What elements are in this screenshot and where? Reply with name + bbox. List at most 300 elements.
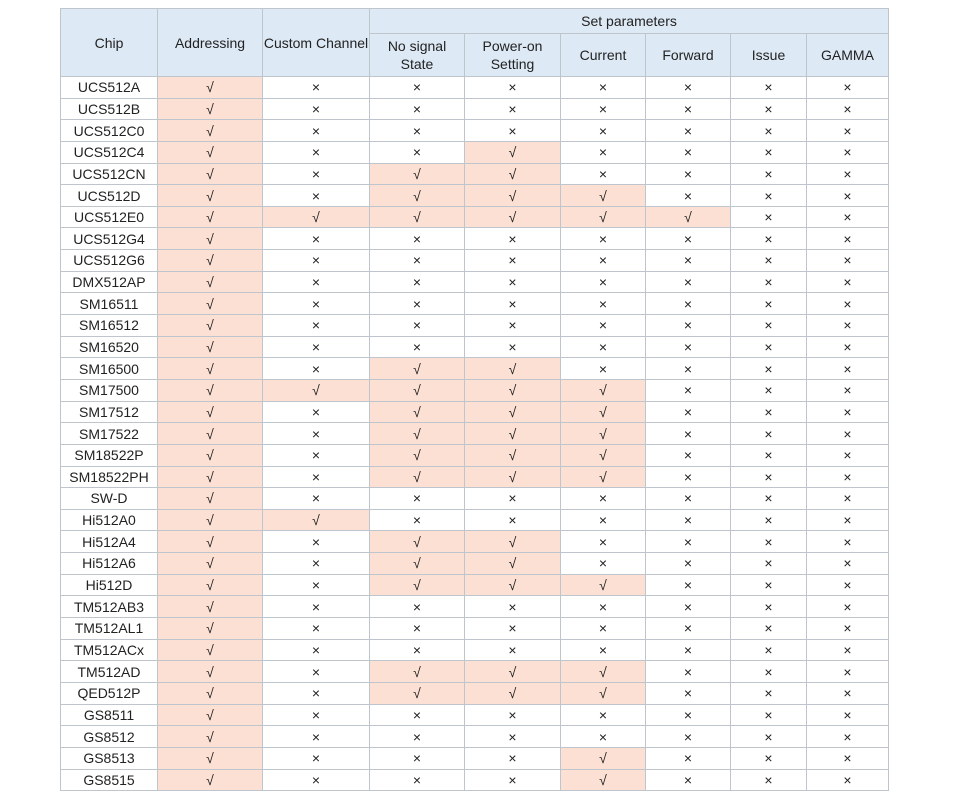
cell-current-unsupported: ×: [561, 228, 646, 250]
cell-power-on-setting-unsupported: ×: [465, 488, 561, 510]
cell-gamma-unsupported: ×: [807, 98, 889, 120]
cell-addressing-supported: √: [158, 98, 263, 120]
cell-forward-unsupported: ×: [646, 228, 731, 250]
cell-forward-unsupported: ×: [646, 98, 731, 120]
table-row: [61, 401, 889, 423]
cell-gamma-unsupported: ×: [807, 466, 889, 488]
cell-no-signal-state-unsupported: ×: [370, 271, 465, 293]
chip-name-cell: UCS512D: [61, 185, 158, 207]
cell-current-unsupported: ×: [561, 553, 646, 575]
cell-current-unsupported: ×: [561, 336, 646, 358]
header-addressing: Addressing: [158, 9, 263, 77]
cell-addressing-supported: √: [158, 423, 263, 445]
cell-forward-unsupported: ×: [646, 163, 731, 185]
cell-current-unsupported: ×: [561, 596, 646, 618]
cell-custom-channel-unsupported: ×: [263, 141, 370, 163]
cell-forward-unsupported: ×: [646, 466, 731, 488]
cell-no-signal-state-unsupported: ×: [370, 639, 465, 661]
cell-forward-unsupported: ×: [646, 661, 731, 683]
cell-power-on-setting-unsupported: ×: [465, 618, 561, 640]
cell-no-signal-state-unsupported: ×: [370, 315, 465, 337]
cell-custom-channel-unsupported: ×: [263, 401, 370, 423]
cell-current-supported: √: [561, 444, 646, 466]
chip-name-cell: SM16500: [61, 358, 158, 380]
cell-gamma-unsupported: ×: [807, 704, 889, 726]
cell-custom-channel-unsupported: ×: [263, 661, 370, 683]
chip-name-cell: SM17500: [61, 379, 158, 401]
cell-custom-channel-unsupported: ×: [263, 704, 370, 726]
table-row: [61, 206, 889, 228]
cell-gamma-unsupported: ×: [807, 726, 889, 748]
cell-gamma-unsupported: ×: [807, 401, 889, 423]
cell-custom-channel-unsupported: ×: [263, 163, 370, 185]
cell-power-on-setting-unsupported: ×: [465, 509, 561, 531]
cell-no-signal-state-unsupported: ×: [370, 98, 465, 120]
cell-gamma-unsupported: ×: [807, 358, 889, 380]
cell-power-on-setting-unsupported: ×: [465, 315, 561, 337]
cell-custom-channel-unsupported: ×: [263, 444, 370, 466]
cell-addressing-supported: √: [158, 509, 263, 531]
chip-name-cell: SM17512: [61, 401, 158, 423]
cell-power-on-setting-unsupported: ×: [465, 596, 561, 618]
cell-gamma-unsupported: ×: [807, 250, 889, 272]
cell-no-signal-state-supported: √: [370, 163, 465, 185]
cell-current-supported: √: [561, 769, 646, 791]
cell-custom-channel-unsupported: ×: [263, 271, 370, 293]
cell-addressing-supported: √: [158, 661, 263, 683]
cell-current-unsupported: ×: [561, 639, 646, 661]
cell-gamma-unsupported: ×: [807, 639, 889, 661]
cell-issue-unsupported: ×: [731, 271, 807, 293]
cell-gamma-unsupported: ×: [807, 553, 889, 575]
cell-forward-unsupported: ×: [646, 704, 731, 726]
cell-current-supported: √: [561, 206, 646, 228]
cell-issue-unsupported: ×: [731, 206, 807, 228]
cell-power-on-setting-supported: √: [465, 553, 561, 575]
cell-forward-unsupported: ×: [646, 596, 731, 618]
cell-current-unsupported: ×: [561, 315, 646, 337]
cell-current-unsupported: ×: [561, 163, 646, 185]
chip-name-cell: Hi512A4: [61, 531, 158, 553]
chip-name-cell: TM512ACx: [61, 639, 158, 661]
cell-power-on-setting-supported: √: [465, 682, 561, 704]
cell-current-unsupported: ×: [561, 358, 646, 380]
cell-forward-unsupported: ×: [646, 769, 731, 791]
cell-issue-unsupported: ×: [731, 466, 807, 488]
cell-no-signal-state-unsupported: ×: [370, 618, 465, 640]
cell-power-on-setting-unsupported: ×: [465, 250, 561, 272]
cell-addressing-supported: √: [158, 379, 263, 401]
cell-issue-unsupported: ×: [731, 639, 807, 661]
cell-addressing-supported: √: [158, 228, 263, 250]
cell-current-supported: √: [561, 423, 646, 445]
cell-power-on-setting-unsupported: ×: [465, 639, 561, 661]
cell-custom-channel-unsupported: ×: [263, 185, 370, 207]
cell-current-supported: √: [561, 379, 646, 401]
cell-current-unsupported: ×: [561, 271, 646, 293]
cell-no-signal-state-supported: √: [370, 185, 465, 207]
cell-gamma-unsupported: ×: [807, 596, 889, 618]
cell-addressing-supported: √: [158, 444, 263, 466]
cell-addressing-supported: √: [158, 358, 263, 380]
cell-addressing-supported: √: [158, 618, 263, 640]
chip-comparison-table-wrapper: [60, 8, 889, 791]
cell-custom-channel-unsupported: ×: [263, 618, 370, 640]
cell-no-signal-state-unsupported: ×: [370, 726, 465, 748]
cell-forward-unsupported: ×: [646, 618, 731, 640]
cell-issue-unsupported: ×: [731, 120, 807, 142]
cell-forward-unsupported: ×: [646, 682, 731, 704]
table-row: [61, 444, 889, 466]
chip-name-cell: SM16520: [61, 336, 158, 358]
cell-addressing-supported: √: [158, 163, 263, 185]
table-row: [61, 574, 889, 596]
cell-addressing-supported: √: [158, 77, 263, 99]
cell-forward-unsupported: ×: [646, 531, 731, 553]
cell-forward-unsupported: ×: [646, 141, 731, 163]
cell-custom-channel-unsupported: ×: [263, 596, 370, 618]
table-header: [61, 9, 889, 77]
chip-name-cell: UCS512G6: [61, 250, 158, 272]
cell-custom-channel-unsupported: ×: [263, 769, 370, 791]
cell-no-signal-state-supported: √: [370, 358, 465, 380]
cell-gamma-unsupported: ×: [807, 228, 889, 250]
cell-forward-unsupported: ×: [646, 358, 731, 380]
chip-name-cell: UCS512C0: [61, 120, 158, 142]
cell-power-on-setting-unsupported: ×: [465, 293, 561, 315]
cell-power-on-setting-supported: √: [465, 358, 561, 380]
chip-name-cell: UCS512G4: [61, 228, 158, 250]
chip-name-cell: QED512P: [61, 682, 158, 704]
table-row: [61, 293, 889, 315]
cell-issue-unsupported: ×: [731, 574, 807, 596]
cell-current-unsupported: ×: [561, 531, 646, 553]
cell-no-signal-state-supported: √: [370, 574, 465, 596]
cell-current-supported: √: [561, 466, 646, 488]
cell-issue-unsupported: ×: [731, 358, 807, 380]
cell-no-signal-state-supported: √: [370, 379, 465, 401]
cell-addressing-supported: √: [158, 401, 263, 423]
cell-forward-unsupported: ×: [646, 271, 731, 293]
cell-custom-channel-unsupported: ×: [263, 336, 370, 358]
cell-custom-channel-unsupported: ×: [263, 98, 370, 120]
cell-custom-channel-unsupported: ×: [263, 747, 370, 769]
table-row: [61, 336, 889, 358]
cell-issue-unsupported: ×: [731, 444, 807, 466]
chip-name-cell: SM16512: [61, 315, 158, 337]
cell-custom-channel-unsupported: ×: [263, 77, 370, 99]
cell-current-unsupported: ×: [561, 141, 646, 163]
cell-issue-unsupported: ×: [731, 185, 807, 207]
cell-gamma-unsupported: ×: [807, 120, 889, 142]
cell-custom-channel-unsupported: ×: [263, 531, 370, 553]
cell-custom-channel-unsupported: ×: [263, 574, 370, 596]
cell-issue-unsupported: ×: [731, 77, 807, 99]
cell-gamma-unsupported: ×: [807, 531, 889, 553]
cell-addressing-supported: √: [158, 553, 263, 575]
cell-gamma-unsupported: ×: [807, 661, 889, 683]
table-row: [61, 379, 889, 401]
cell-power-on-setting-supported: √: [465, 185, 561, 207]
header-no-signal-state: No signal State: [370, 34, 465, 77]
chip-comparison-table: [60, 8, 889, 791]
cell-issue-unsupported: ×: [731, 661, 807, 683]
cell-issue-unsupported: ×: [731, 747, 807, 769]
table-row: [61, 185, 889, 207]
cell-gamma-unsupported: ×: [807, 574, 889, 596]
cell-gamma-unsupported: ×: [807, 682, 889, 704]
cell-custom-channel-unsupported: ×: [263, 315, 370, 337]
chip-name-cell: SM18522PH: [61, 466, 158, 488]
table-row: [61, 509, 889, 531]
cell-forward-unsupported: ×: [646, 336, 731, 358]
cell-issue-unsupported: ×: [731, 336, 807, 358]
cell-power-on-setting-supported: √: [465, 401, 561, 423]
cell-addressing-supported: √: [158, 466, 263, 488]
cell-forward-unsupported: ×: [646, 120, 731, 142]
table-row: [61, 531, 889, 553]
table-row: [61, 98, 889, 120]
cell-gamma-unsupported: ×: [807, 141, 889, 163]
cell-current-unsupported: ×: [561, 120, 646, 142]
table-row: [61, 553, 889, 575]
cell-issue-unsupported: ×: [731, 769, 807, 791]
table-row: [61, 77, 889, 99]
cell-forward-supported: √: [646, 206, 731, 228]
cell-power-on-setting-supported: √: [465, 141, 561, 163]
cell-addressing-supported: √: [158, 336, 263, 358]
cell-addressing-supported: √: [158, 141, 263, 163]
cell-addressing-supported: √: [158, 769, 263, 791]
header-custom-channel: Custom Channel: [263, 9, 370, 77]
table-row: [61, 769, 889, 791]
cell-addressing-supported: √: [158, 747, 263, 769]
table-row: [61, 120, 889, 142]
header-current: Current: [561, 34, 646, 77]
cell-custom-channel-supported: √: [263, 509, 370, 531]
cell-current-supported: √: [561, 574, 646, 596]
cell-gamma-unsupported: ×: [807, 747, 889, 769]
chip-name-cell: GS8513: [61, 747, 158, 769]
cell-addressing-supported: √: [158, 531, 263, 553]
chip-name-cell: UCS512A: [61, 77, 158, 99]
cell-no-signal-state-unsupported: ×: [370, 488, 465, 510]
cell-gamma-unsupported: ×: [807, 336, 889, 358]
cell-forward-unsupported: ×: [646, 553, 731, 575]
header-issue: Issue: [731, 34, 807, 77]
cell-custom-channel-unsupported: ×: [263, 250, 370, 272]
cell-issue-unsupported: ×: [731, 509, 807, 531]
cell-forward-unsupported: ×: [646, 77, 731, 99]
cell-power-on-setting-unsupported: ×: [465, 336, 561, 358]
table-row: [61, 704, 889, 726]
cell-custom-channel-unsupported: ×: [263, 682, 370, 704]
table-row: [61, 358, 889, 380]
table-row: [61, 250, 889, 272]
table-row: [61, 163, 889, 185]
cell-gamma-unsupported: ×: [807, 271, 889, 293]
header-set-parameters: Set parameters: [370, 9, 889, 34]
cell-addressing-supported: √: [158, 293, 263, 315]
cell-current-unsupported: ×: [561, 250, 646, 272]
table-row: [61, 488, 889, 510]
cell-addressing-supported: √: [158, 726, 263, 748]
cell-power-on-setting-unsupported: ×: [465, 271, 561, 293]
cell-power-on-setting-unsupported: ×: [465, 704, 561, 726]
cell-current-unsupported: ×: [561, 488, 646, 510]
cell-current-unsupported: ×: [561, 509, 646, 531]
table-row: [61, 596, 889, 618]
chip-name-cell: GS8512: [61, 726, 158, 748]
cell-current-unsupported: ×: [561, 293, 646, 315]
cell-custom-channel-unsupported: ×: [263, 120, 370, 142]
cell-power-on-setting-supported: √: [465, 466, 561, 488]
cell-current-supported: √: [561, 682, 646, 704]
chip-name-cell: TM512AD: [61, 661, 158, 683]
cell-forward-unsupported: ×: [646, 293, 731, 315]
cell-addressing-supported: √: [158, 206, 263, 228]
cell-no-signal-state-unsupported: ×: [370, 596, 465, 618]
cell-addressing-supported: √: [158, 704, 263, 726]
chip-name-cell: Hi512D: [61, 574, 158, 596]
cell-no-signal-state-unsupported: ×: [370, 336, 465, 358]
cell-power-on-setting-unsupported: ×: [465, 77, 561, 99]
cell-custom-channel-unsupported: ×: [263, 488, 370, 510]
cell-gamma-unsupported: ×: [807, 185, 889, 207]
cell-power-on-setting-supported: √: [465, 661, 561, 683]
cell-gamma-unsupported: ×: [807, 293, 889, 315]
cell-current-supported: √: [561, 747, 646, 769]
chip-name-cell: DMX512AP: [61, 271, 158, 293]
cell-forward-unsupported: ×: [646, 315, 731, 337]
cell-current-unsupported: ×: [561, 98, 646, 120]
cell-power-on-setting-unsupported: ×: [465, 769, 561, 791]
cell-forward-unsupported: ×: [646, 747, 731, 769]
chip-name-cell: UCS512CN: [61, 163, 158, 185]
cell-power-on-setting-unsupported: ×: [465, 228, 561, 250]
header-forward: Forward: [646, 34, 731, 77]
cell-no-signal-state-unsupported: ×: [370, 769, 465, 791]
cell-custom-channel-unsupported: ×: [263, 228, 370, 250]
cell-no-signal-state-supported: √: [370, 531, 465, 553]
cell-issue-unsupported: ×: [731, 141, 807, 163]
cell-no-signal-state-unsupported: ×: [370, 509, 465, 531]
cell-custom-channel-supported: √: [263, 379, 370, 401]
cell-no-signal-state-unsupported: ×: [370, 293, 465, 315]
chip-name-cell: Hi512A6: [61, 553, 158, 575]
cell-issue-unsupported: ×: [731, 98, 807, 120]
cell-forward-unsupported: ×: [646, 185, 731, 207]
table-row: [61, 466, 889, 488]
table-body: [61, 77, 889, 791]
chip-name-cell: SM16511: [61, 293, 158, 315]
cell-gamma-unsupported: ×: [807, 423, 889, 445]
cell-forward-unsupported: ×: [646, 401, 731, 423]
cell-custom-channel-unsupported: ×: [263, 726, 370, 748]
cell-gamma-unsupported: ×: [807, 379, 889, 401]
cell-gamma-unsupported: ×: [807, 488, 889, 510]
cell-forward-unsupported: ×: [646, 509, 731, 531]
cell-addressing-supported: √: [158, 120, 263, 142]
cell-addressing-supported: √: [158, 185, 263, 207]
cell-issue-unsupported: ×: [731, 726, 807, 748]
cell-no-signal-state-supported: √: [370, 423, 465, 445]
cell-power-on-setting-unsupported: ×: [465, 747, 561, 769]
cell-current-supported: √: [561, 401, 646, 423]
cell-custom-channel-unsupported: ×: [263, 358, 370, 380]
cell-forward-unsupported: ×: [646, 574, 731, 596]
table-row: [61, 423, 889, 445]
cell-addressing-supported: √: [158, 639, 263, 661]
cell-current-unsupported: ×: [561, 726, 646, 748]
table-row: [61, 661, 889, 683]
cell-no-signal-state-unsupported: ×: [370, 141, 465, 163]
cell-no-signal-state-supported: √: [370, 682, 465, 704]
cell-gamma-unsupported: ×: [807, 769, 889, 791]
cell-addressing-supported: √: [158, 596, 263, 618]
cell-issue-unsupported: ×: [731, 531, 807, 553]
cell-issue-unsupported: ×: [731, 228, 807, 250]
cell-forward-unsupported: ×: [646, 423, 731, 445]
cell-issue-unsupported: ×: [731, 401, 807, 423]
cell-issue-unsupported: ×: [731, 250, 807, 272]
cell-power-on-setting-supported: √: [465, 423, 561, 445]
cell-forward-unsupported: ×: [646, 726, 731, 748]
cell-issue-unsupported: ×: [731, 618, 807, 640]
cell-no-signal-state-supported: √: [370, 444, 465, 466]
cell-gamma-unsupported: ×: [807, 315, 889, 337]
cell-issue-unsupported: ×: [731, 423, 807, 445]
cell-no-signal-state-unsupported: ×: [370, 77, 465, 99]
cell-forward-unsupported: ×: [646, 250, 731, 272]
cell-gamma-unsupported: ×: [807, 444, 889, 466]
cell-power-on-setting-supported: √: [465, 531, 561, 553]
chip-name-cell: UCS512C4: [61, 141, 158, 163]
cell-power-on-setting-unsupported: ×: [465, 98, 561, 120]
cell-addressing-supported: √: [158, 574, 263, 596]
cell-custom-channel-unsupported: ×: [263, 466, 370, 488]
cell-issue-unsupported: ×: [731, 379, 807, 401]
cell-current-supported: √: [561, 661, 646, 683]
cell-power-on-setting-supported: √: [465, 163, 561, 185]
cell-current-unsupported: ×: [561, 704, 646, 726]
cell-current-unsupported: ×: [561, 618, 646, 640]
cell-no-signal-state-supported: √: [370, 466, 465, 488]
chip-name-cell: GS8511: [61, 704, 158, 726]
cell-gamma-unsupported: ×: [807, 77, 889, 99]
table-row: [61, 618, 889, 640]
cell-forward-unsupported: ×: [646, 639, 731, 661]
chip-name-cell: UCS512B: [61, 98, 158, 120]
chip-name-cell: SM18522P: [61, 444, 158, 466]
cell-addressing-supported: √: [158, 271, 263, 293]
cell-no-signal-state-unsupported: ×: [370, 747, 465, 769]
chip-name-cell: SM17522: [61, 423, 158, 445]
cell-power-on-setting-supported: √: [465, 379, 561, 401]
chip-name-cell: Hi512A0: [61, 509, 158, 531]
cell-power-on-setting-supported: √: [465, 444, 561, 466]
cell-issue-unsupported: ×: [731, 488, 807, 510]
table-row: [61, 141, 889, 163]
cell-issue-unsupported: ×: [731, 315, 807, 337]
cell-addressing-supported: √: [158, 488, 263, 510]
cell-no-signal-state-supported: √: [370, 553, 465, 575]
cell-issue-unsupported: ×: [731, 682, 807, 704]
cell-no-signal-state-unsupported: ×: [370, 120, 465, 142]
cell-issue-unsupported: ×: [731, 293, 807, 315]
table-row: [61, 271, 889, 293]
chip-name-cell: SW-D: [61, 488, 158, 510]
